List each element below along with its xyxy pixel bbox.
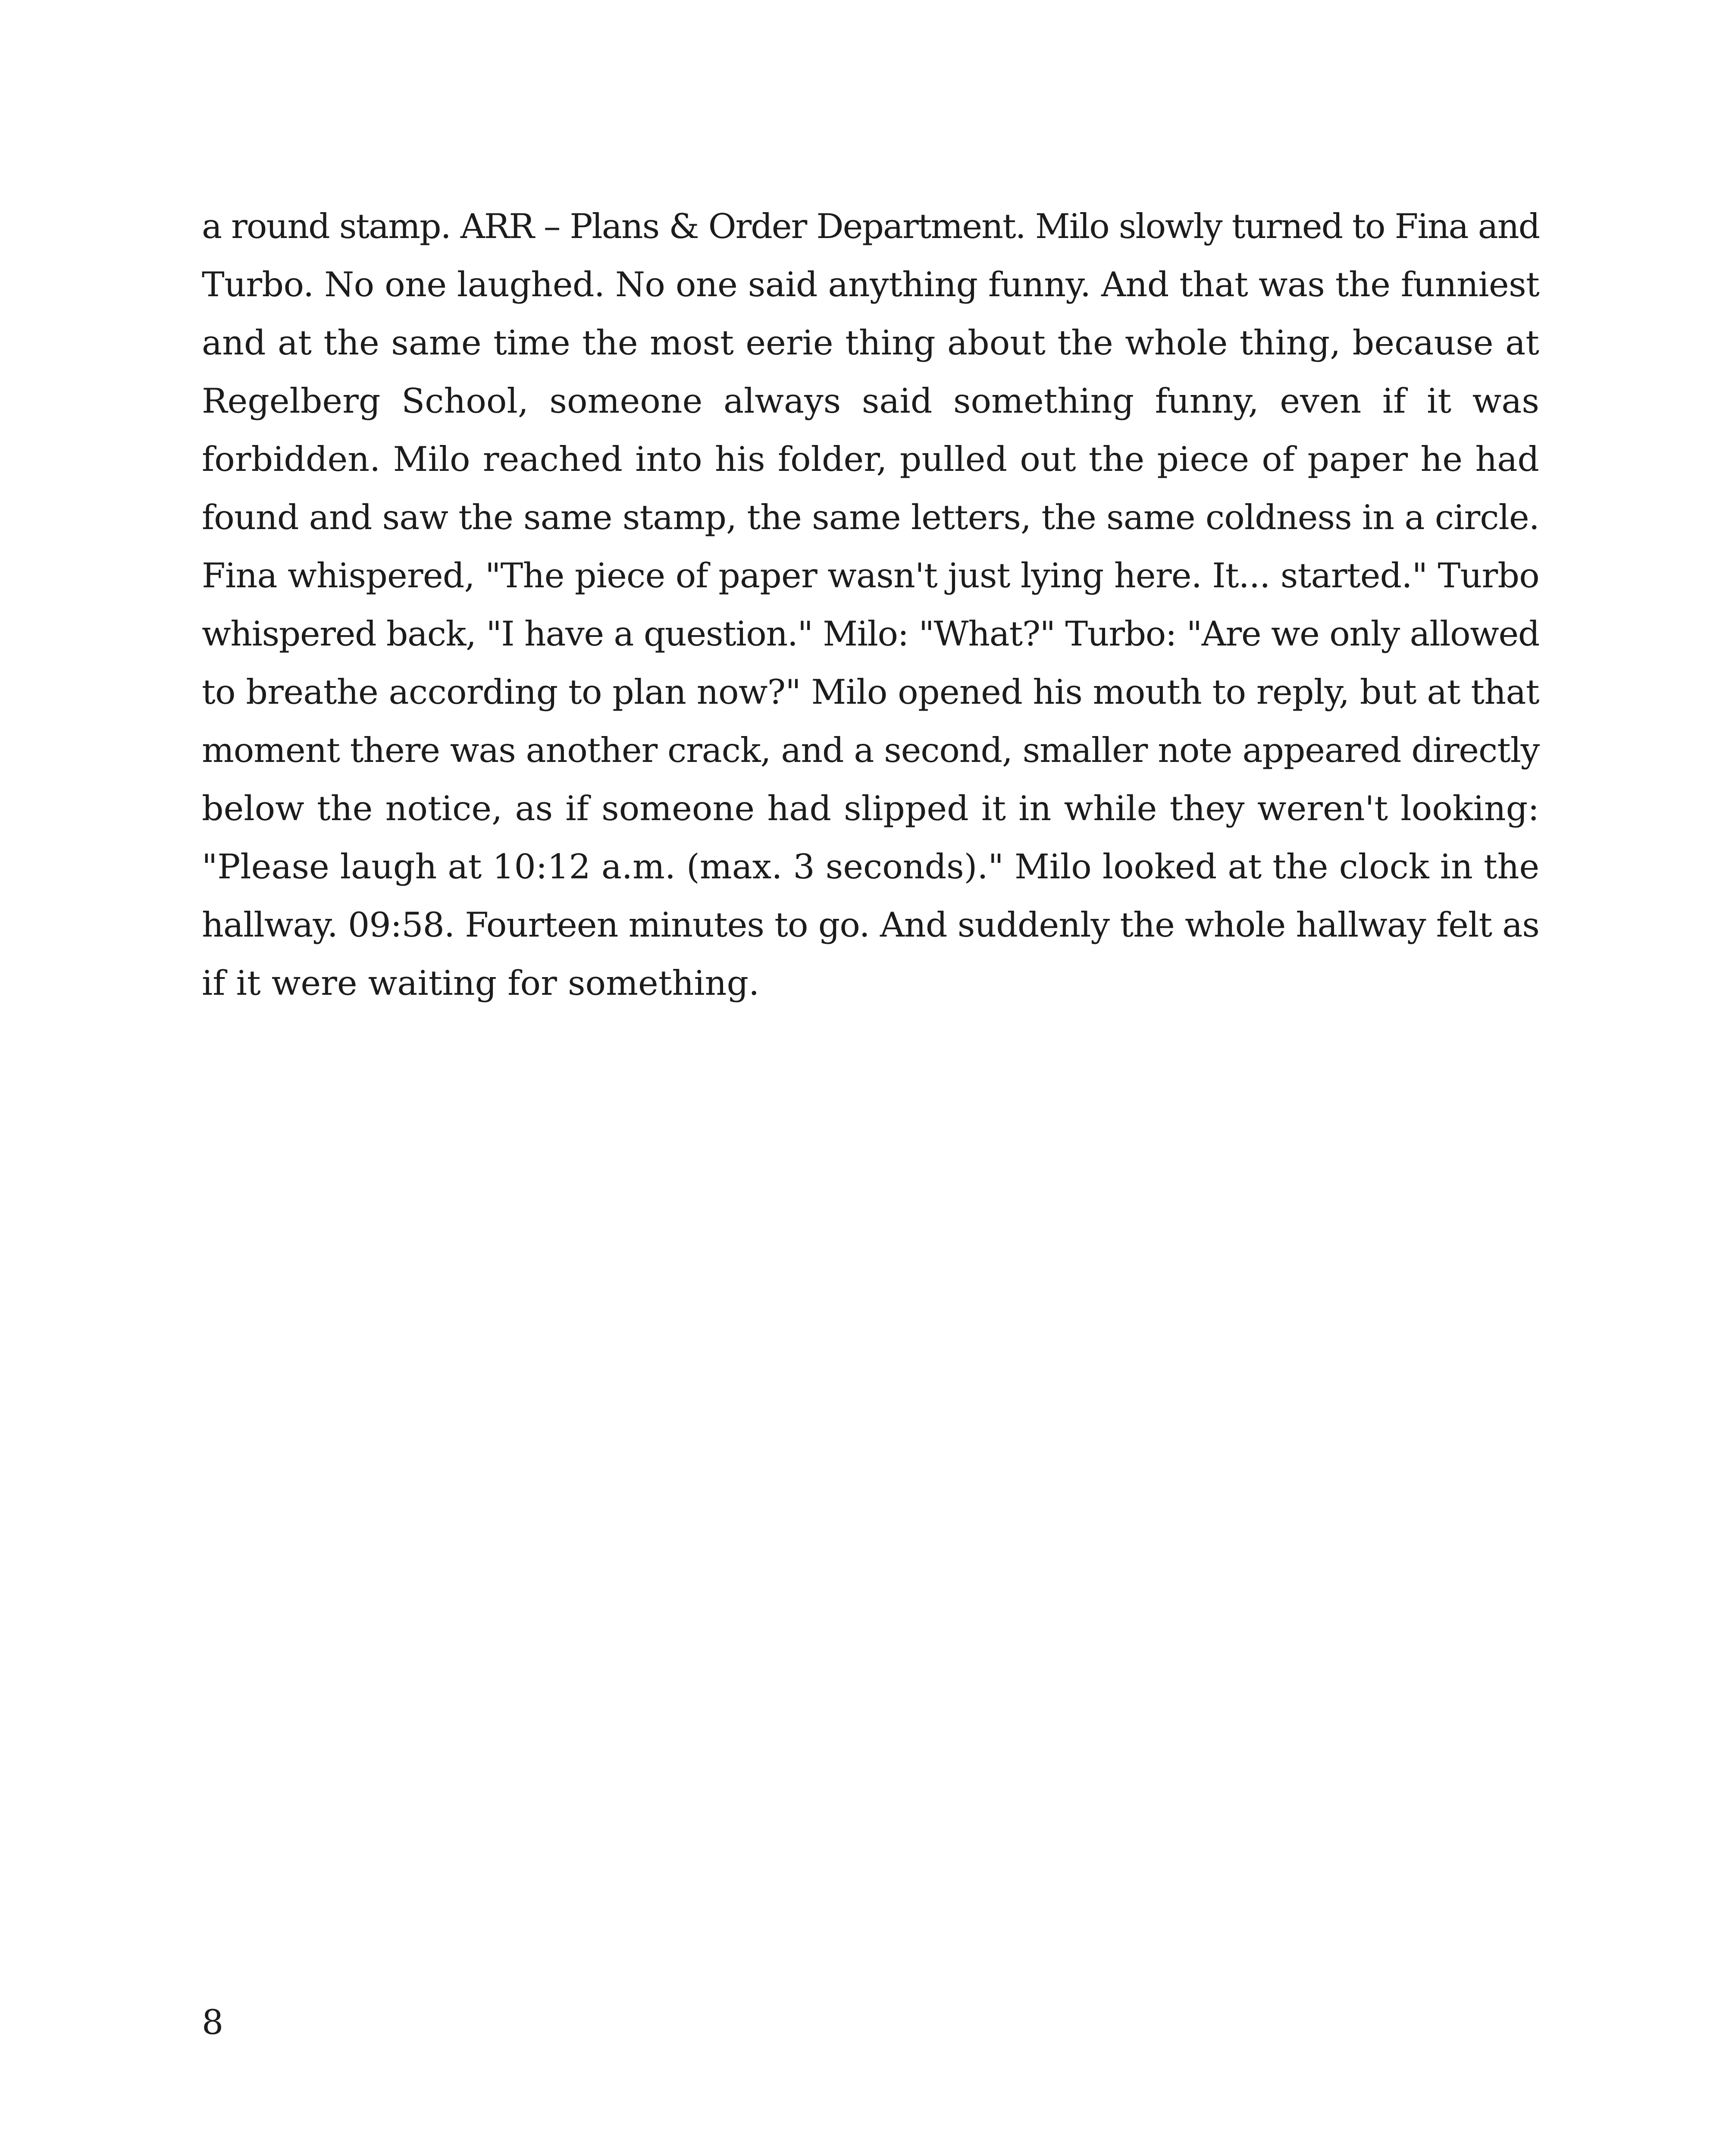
- text-line: below the notice, as if someone had slipped it in while they weren't looking:: [202, 789, 1539, 828]
- body-text: [202, 197, 1539, 1012]
- text-line: found and saw the same stamp, the same letters, the same coldness in a circle.: [202, 498, 1539, 537]
- text-line: Regelberg School, someone always said something funny, even if it was: [202, 381, 1539, 421]
- text-line: forbidden. Milo reached into his folder, pulled out the piece of paper he had: [202, 439, 1539, 479]
- text-line: moment there was another crack, and a second, smaller note appeared directly: [202, 730, 1540, 770]
- text-line: if it were waiting for something.: [202, 963, 760, 1003]
- text-line: hallway. 09:58. Fourteen minutes to go. And suddenly the whole hallway felt as: [202, 905, 1540, 945]
- text-line: "Please laugh at 10:12 a.m. (max. 3 seconds)." Milo looked at the clock in the: [202, 847, 1540, 887]
- text-line: Turbo. No one laughed. No one said anything funny. And that was the funniest: [202, 265, 1540, 304]
- page-number: 8: [202, 2002, 224, 2042]
- text-line: and at the same time the most eerie thing about the whole thing, because at: [202, 323, 1539, 363]
- text-line: whispered back, "I have a question." Milo: "What?" Turbo: "Are we only allowed: [202, 614, 1539, 654]
- text-line: a round stamp. ARR – Plans & Order Department. Milo slowly turned to Fina and: [202, 207, 1540, 246]
- text-line: Fina whispered, "The piece of paper wasn't just lying here. It... started." Turbo: [202, 556, 1539, 595]
- text-line: to breathe according to plan now?" Milo opened his mouth to reply, but at that: [202, 672, 1539, 712]
